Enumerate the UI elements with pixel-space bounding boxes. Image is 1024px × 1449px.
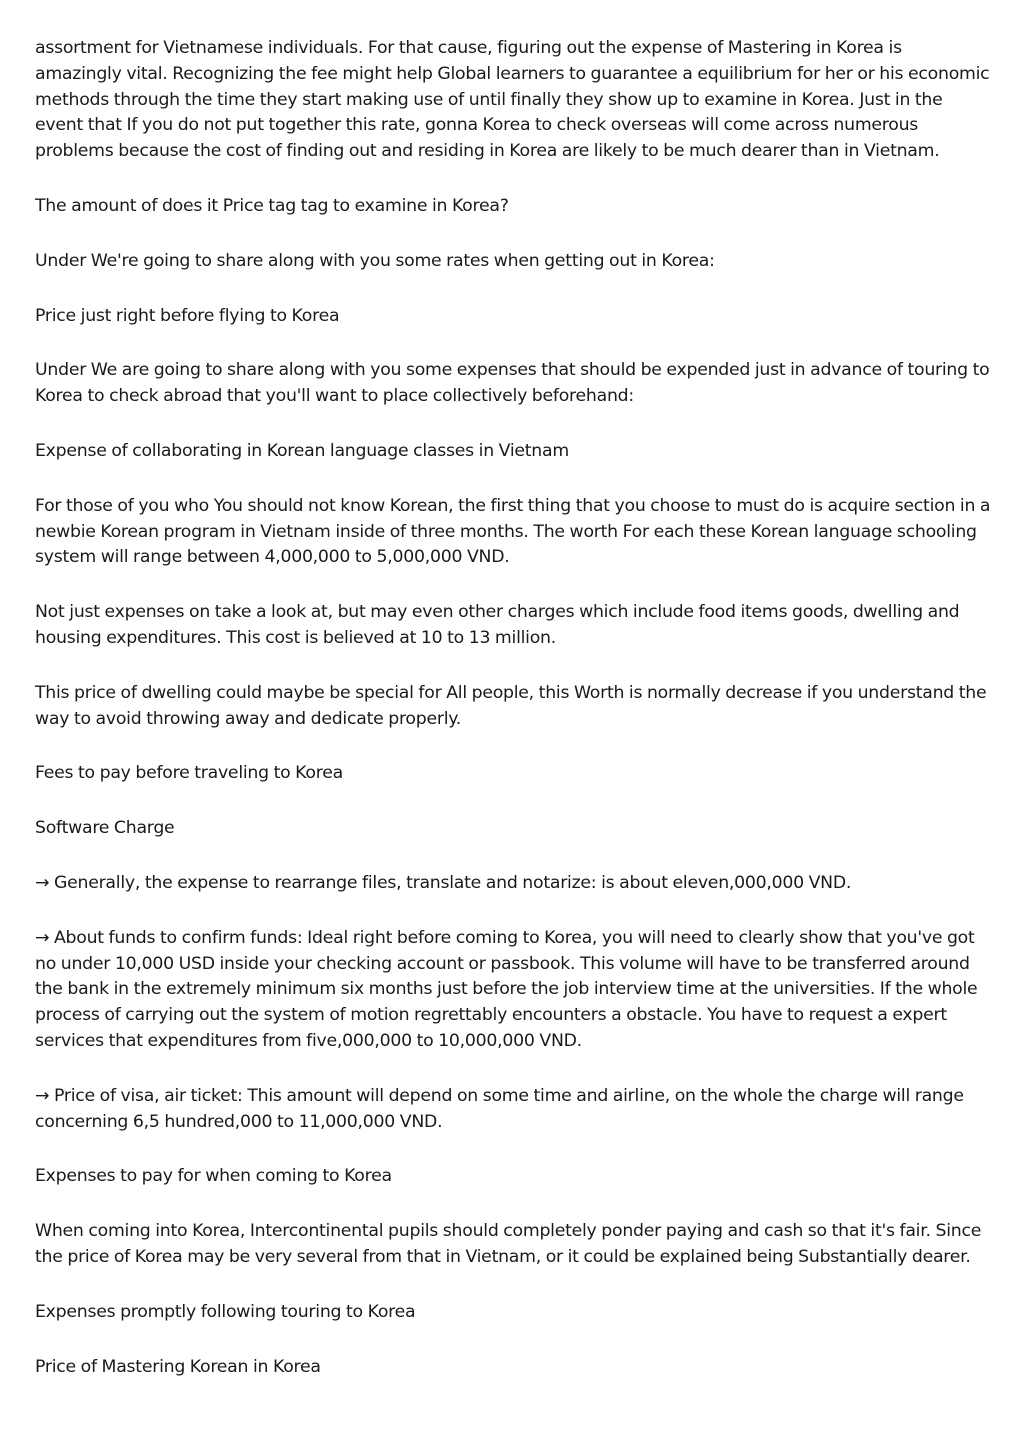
list-item-funds: → About funds to confirm funds: Ideal right before coming to Korea, you will need to clearly show that you've got no under 10,000 USD inside your checking account or passbook. This volume will have to be transferred around the bank in the extremely minimum six months just before the job interview time at the universities. If the whole process of carrying out the system of motion regrettably encounters a obstacle. You have to request a expert services that expenditures from five,000,000 to 10,000,000 VND.	[35, 927, 978, 1051]
document-body	[35, 36, 993, 1409]
heading-expenses-arrival: Expenses to pay for when coming to Korea	[35, 1166, 392, 1187]
list-item-files: → Generally, the expense to rearrange files, translate and notarize: is about eleven,000,000 VND.	[35, 872, 852, 893]
heading-korean-classes: Expense of collaborating in Korean language classes in Vietnam	[35, 440, 569, 461]
heading-fees-before-travel: Fees to pay before traveling to Korea	[35, 763, 343, 784]
heading-software-charge: Software Charge	[35, 818, 175, 839]
heading-price-before-flying: Price just right before flying to Korea	[35, 305, 340, 326]
paragraph-share-expenses: Under We are going to share along with you some expenses that should be expended just in advance of touring to Korea to check abroad that you'll want to place collectively beforehand:	[35, 360, 990, 407]
paragraph-share-rates: Under We're going to share along with you some rates when getting out in Korea:	[35, 250, 715, 271]
heading-expenses-after: Expenses promptly following touring to Korea	[35, 1301, 416, 1322]
paragraph-intro: assortment for Vietnamese individuals. For that cause, figuring out the expense of Mastering in Korea is amazingly vital. Recognizing the fee might help Global learners to guarantee a equilibrium for her or his economic methods through the time they start making use of until finally they show up to examine in Korea. Just in the event that If you do not put together this rate, gonna Korea to check overseas will come across numerous problems because the cost of finding out and residing in Korea are likely to be much dearer than in Vietnam.	[35, 38, 990, 162]
paragraph-dwelling-price: This price of dwelling could maybe be special for All people, this Worth is normally decrease if you understand the way to avoid throwing away and dedicate properly.	[35, 682, 987, 729]
paragraph-arrival: When coming into Korea, Intercontinental pupils should completely ponder paying and cash so that it's fair. Since the price of Korea may be very several from that in Vietnam, or it could be explained being Substantially dearer.	[35, 1221, 982, 1267]
paragraph-other-charges: Not just expenses on take a look at, but may even other charges which include food items goods, dwelling and housing expenditures. This cost is believed at 10 to 13 million.	[35, 602, 960, 648]
paragraph-korean-program: For those of you who You should not know Korean, the first thing that you choose to must do is acquire section in a newbie Korean program in Vietnam inside of three months. The worth For each these Korean language schooling system will range between 4,000,000 to 5,000,000 VND.	[35, 495, 991, 568]
heading-price-learning: Price of Mastering Korean in Korea	[35, 1356, 321, 1377]
list-item-visa: → Price of visa, air ticket: This amount will depend on some time and airline, on the whole the charge will range concerning 6,5 hundred,000 to 11,000,000 VND.	[35, 1085, 964, 1132]
heading-cost-question: The amount of does it Price tag tag to examine in Korea?	[35, 195, 509, 216]
